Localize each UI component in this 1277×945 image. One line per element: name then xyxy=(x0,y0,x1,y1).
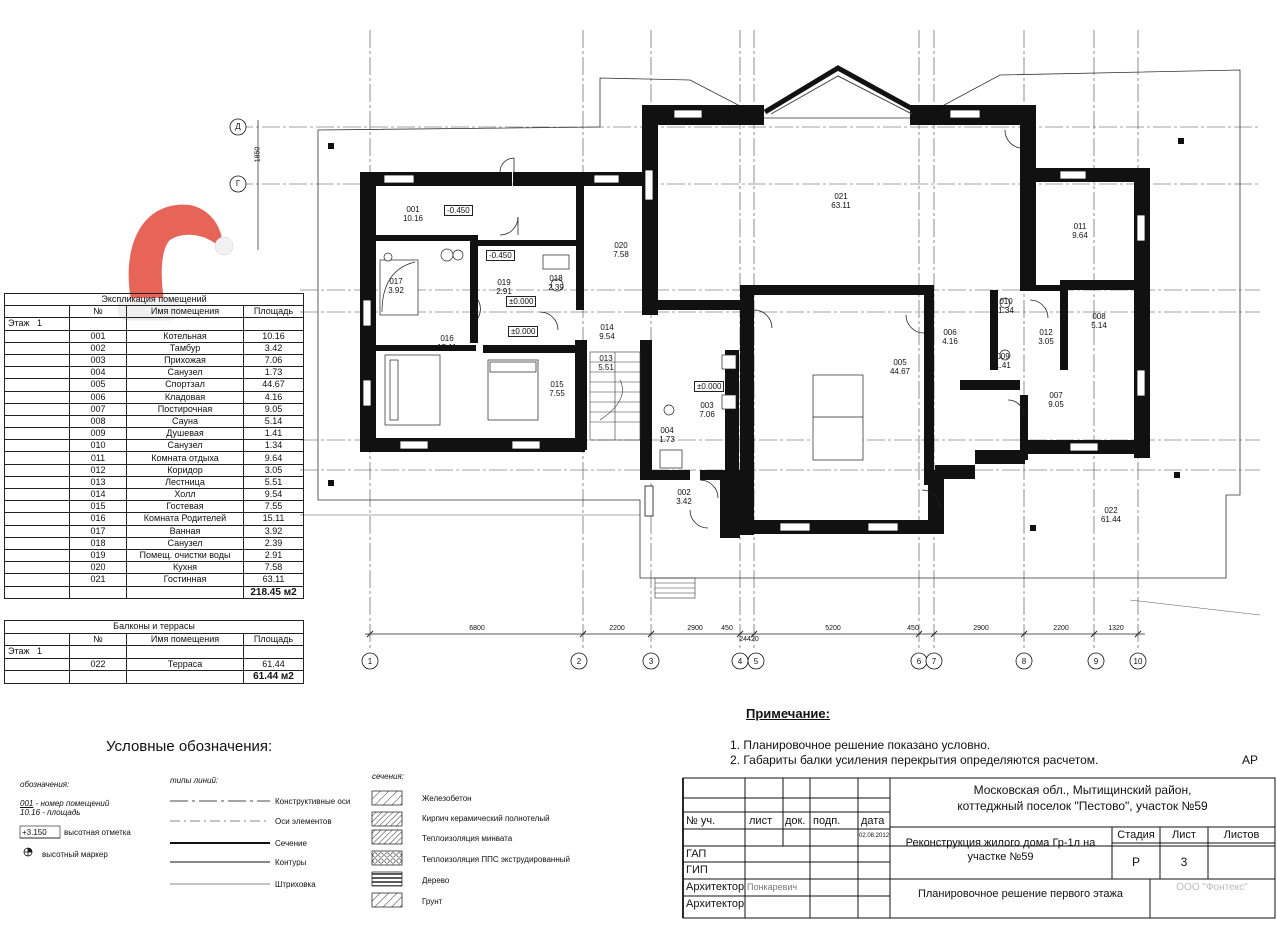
room-name: Постирочная xyxy=(127,403,244,415)
stamp-drawing-title: Планировочное решение первого этажа xyxy=(917,888,1123,900)
legend-notation-title: обозначения: xyxy=(20,780,70,789)
stamp-header: № уч. xyxy=(686,815,716,827)
dimension: 2200 xyxy=(1053,625,1069,632)
room-number: 010 xyxy=(70,440,127,452)
floor-cell: Этаж 1 xyxy=(5,318,70,330)
room-label-017: 017 3.92 xyxy=(388,277,404,295)
table-row: 022 Терраса 61.44 xyxy=(5,658,304,671)
room-area: 5.14 xyxy=(244,415,304,427)
room-name: Ванная xyxy=(127,525,244,537)
axis-number: 8 xyxy=(1021,657,1027,666)
room-name: Комната Родителей xyxy=(127,513,244,525)
stamp-company: ООО "Фонтекс" xyxy=(1176,882,1248,893)
room-number: 003 xyxy=(70,354,127,366)
room-name: Гостевая xyxy=(127,501,244,513)
axis-number: 7 xyxy=(931,657,937,666)
room-number: 019 xyxy=(70,549,127,561)
column-header: Площадь xyxy=(244,306,304,318)
legend-elev-desc: высотная отметка xyxy=(64,828,131,837)
room-name: Котельная xyxy=(127,330,244,342)
room-number: 005 xyxy=(70,379,127,391)
room-name: Душевая xyxy=(127,428,244,440)
room-name: Комната отдыха xyxy=(127,452,244,464)
legend-section: Теплоизоляция минвата xyxy=(422,834,513,843)
sheet-code: АР xyxy=(1242,753,1259,767)
room-area: 15.11 xyxy=(244,513,304,525)
axis-number: 1 xyxy=(367,657,373,666)
room-area: 9.54 xyxy=(244,489,304,501)
stamp-sheet: 3 xyxy=(1180,855,1188,869)
legend-line: Конструктивные оси xyxy=(275,797,351,806)
room-label-002: 002 3.42 xyxy=(676,488,692,506)
table-title: Экспликация помещений xyxy=(5,294,304,306)
legend-line: Штриховка xyxy=(275,880,316,889)
room-number: 004 xyxy=(70,367,127,379)
room-label-013: 013 5.51 xyxy=(598,354,614,372)
room-area: 1.34 xyxy=(244,440,304,452)
dimension: 450 xyxy=(721,625,733,632)
stamp-stage: Р xyxy=(1131,855,1140,869)
room-area: 1.41 xyxy=(244,428,304,440)
stamp-sheets-header: Листов xyxy=(1223,829,1260,841)
room-label-015: 015 7.55 xyxy=(549,380,565,398)
legend-area: 10.16 - площадь xyxy=(20,808,81,817)
axis-number: 2 xyxy=(576,657,582,666)
axis-number: 9 xyxy=(1093,657,1099,666)
dimension: 2900 xyxy=(687,625,703,632)
stamp-role: Архитектор xyxy=(686,881,745,893)
room-label-012: 012 3.05 xyxy=(1038,328,1054,346)
legend-marker-desc: высотный маркер xyxy=(42,850,108,859)
column-header: Площадь xyxy=(244,633,304,646)
axis-number: 5 xyxy=(753,657,759,666)
level-mark: -0.450 xyxy=(486,250,515,261)
axis-number: 10 xyxy=(1133,657,1143,666)
room-number: 018 xyxy=(70,537,127,549)
room-label-022: 022 61.44 xyxy=(1100,506,1122,524)
room-area: 63.11 xyxy=(244,574,304,586)
room-area: 3.05 xyxy=(244,464,304,476)
legend-section: Теплоизоляция ППС экструдированный xyxy=(422,855,570,864)
table-title: Балконы и террасы xyxy=(5,621,304,634)
level-mark: -0.450 xyxy=(444,205,473,216)
room-number: 013 xyxy=(70,476,127,488)
stamp-header: дата xyxy=(861,815,885,827)
room-label-010: 010 1.34 xyxy=(998,297,1014,315)
axis-letter: Г xyxy=(235,179,241,188)
room-number: 001 xyxy=(70,330,127,342)
room-label-005: 005 44.67 xyxy=(889,358,911,376)
room-number: 009 xyxy=(70,428,127,440)
room-label-004: 004 1.73 xyxy=(659,426,675,444)
dimension: 1320 xyxy=(1108,625,1124,632)
room-name: Помещ. очистки воды xyxy=(127,549,244,561)
level-mark: ±0.000 xyxy=(694,381,724,392)
stamp-header: док. xyxy=(785,815,806,827)
room-name: Кухня xyxy=(127,562,244,574)
dimension: 6800 xyxy=(469,625,485,632)
legend-line: Контуры xyxy=(275,858,307,867)
room-number: 014 xyxy=(70,489,127,501)
room-number: 006 xyxy=(70,391,127,403)
room-name: Санузел xyxy=(127,367,244,379)
room-name: Спортзал xyxy=(127,379,244,391)
room-number: 011 xyxy=(70,452,127,464)
stamp-location: Московская обл., Мытищинский район, коттеджный поселок "Пестово", участок №59 xyxy=(957,783,1208,813)
room-area: 10.16 xyxy=(244,330,304,342)
stamp-architect-name: Понкаревич xyxy=(747,882,798,892)
room-name: Лестница xyxy=(127,476,244,488)
legend-line: Сечение xyxy=(275,839,307,848)
room-name: Сауна xyxy=(127,415,244,427)
column-header: № xyxy=(70,306,127,318)
dimension: 5200 xyxy=(825,625,841,632)
legend-section: Грунт xyxy=(422,897,443,906)
note-line: 1. Планировочное решение показано условно. xyxy=(730,738,991,752)
legend-line: Оси элементов xyxy=(275,817,332,826)
room-area: 5.51 xyxy=(244,476,304,488)
dimension-total: 24420 xyxy=(739,636,759,643)
total-area: 218.45 м2 xyxy=(244,586,304,598)
room-name: Прихожая xyxy=(127,354,244,366)
room-label-006: 006 4.16 xyxy=(942,328,958,346)
room-name: Холл xyxy=(127,489,244,501)
legend-sections-title: сечения: xyxy=(372,772,404,781)
room-name: Кладовая xyxy=(127,391,244,403)
room-label-019: 019 2.91 xyxy=(496,278,512,296)
room-area: 44.67 xyxy=(244,379,304,391)
room-number: 007 xyxy=(70,403,127,415)
legend-section: Дерево xyxy=(422,876,450,885)
room-label-008: 008 5.14 xyxy=(1091,312,1107,330)
axis-dimension: 1850 xyxy=(254,146,262,163)
room-number: 017 xyxy=(70,525,127,537)
room-label-007: 007 9.05 xyxy=(1048,391,1064,409)
level-mark: ±0.000 xyxy=(508,326,538,337)
room-area: 7.55 xyxy=(244,501,304,513)
room-number: 008 xyxy=(70,415,127,427)
room-number: 016 xyxy=(70,513,127,525)
room-area: 2.91 xyxy=(244,549,304,561)
column-header: Имя помещения xyxy=(127,306,244,318)
stamp-role: Архитектор xyxy=(686,898,745,910)
room-area: 4.16 xyxy=(244,391,304,403)
room-label-011: 011 9.64 xyxy=(1072,222,1088,240)
stamp-role: ГАП xyxy=(686,848,707,860)
stamp-stage-header: Стадия xyxy=(1117,829,1155,841)
stamp-header: подп. xyxy=(813,815,841,827)
room-label-016: 016 15.11 xyxy=(437,334,457,352)
stamp-date: 02.08.2012 xyxy=(859,833,890,839)
room-area: 1.73 xyxy=(244,367,304,379)
legend-elev-sample: +3.150 xyxy=(22,828,47,837)
room-area: 7.58 xyxy=(244,562,304,574)
stamp-header: лист xyxy=(749,815,773,827)
legend-section: Кирпич керамический полнотелый xyxy=(422,814,550,823)
room-name: Гостинная xyxy=(127,574,244,586)
dimension: 450 xyxy=(907,625,919,632)
room-name: Коридор xyxy=(127,464,244,476)
room-number: 020 xyxy=(70,562,127,574)
legend-section: Железобетон xyxy=(422,794,472,803)
legend-linetypes-title: типы линий: xyxy=(170,776,219,785)
room-label-014: 014 9.54 xyxy=(599,323,615,341)
legend-room-num: 001 - номер помещений xyxy=(20,799,110,808)
stamp-project: Реконструкция жилого дома Гр-1л на участке №59 xyxy=(905,837,1096,863)
axis-number: 3 xyxy=(648,657,654,666)
room-label-001: 001 10.16 xyxy=(402,205,424,223)
room-name: Санузел xyxy=(127,440,244,452)
stamp-role: ГИП xyxy=(686,864,708,876)
room-number: 012 xyxy=(70,464,127,476)
floor-cell: Этаж 1 xyxy=(5,646,70,659)
dimension: 2200 xyxy=(609,625,625,632)
room-label-020: 020 7.58 xyxy=(613,241,629,259)
room-area: 3.92 xyxy=(244,525,304,537)
room-number: 015 xyxy=(70,501,127,513)
total-area: 61.44 м2 xyxy=(244,671,304,684)
room-area: 2.39 xyxy=(244,537,304,549)
column-header: № xyxy=(70,633,127,646)
room-area: 9.05 xyxy=(244,403,304,415)
room-label-021: 021 63.11 xyxy=(831,192,851,210)
dimension: 2900 xyxy=(973,625,989,632)
room-label-018: 018 2.39 xyxy=(548,274,564,292)
room-label-003: 003 7.06 xyxy=(699,401,715,419)
room-name: Тамбур xyxy=(127,342,244,354)
note-line: 2. Габариты балки усиления перекрытия определяются расчетом. xyxy=(730,753,1099,767)
room-number: 002 xyxy=(70,342,127,354)
axis-letter: Д xyxy=(235,122,241,131)
room-number: 021 xyxy=(70,574,127,586)
room-name: Санузел xyxy=(127,537,244,549)
axis-number: 6 xyxy=(916,657,922,666)
level-mark: ±0.000 xyxy=(506,296,536,307)
stamp-sheet-header: Лист xyxy=(1172,829,1196,841)
note-title: Примечание: xyxy=(746,706,830,721)
column-header: Имя помещения xyxy=(127,633,244,646)
axis-number: 4 xyxy=(737,657,743,666)
legend-title: Условные обозначения: xyxy=(106,738,273,755)
room-area: 3.42 xyxy=(244,342,304,354)
room-label-009: 009 1.41 xyxy=(995,352,1011,370)
room-area: 9.64 xyxy=(244,452,304,464)
room-area: 7.06 xyxy=(244,354,304,366)
